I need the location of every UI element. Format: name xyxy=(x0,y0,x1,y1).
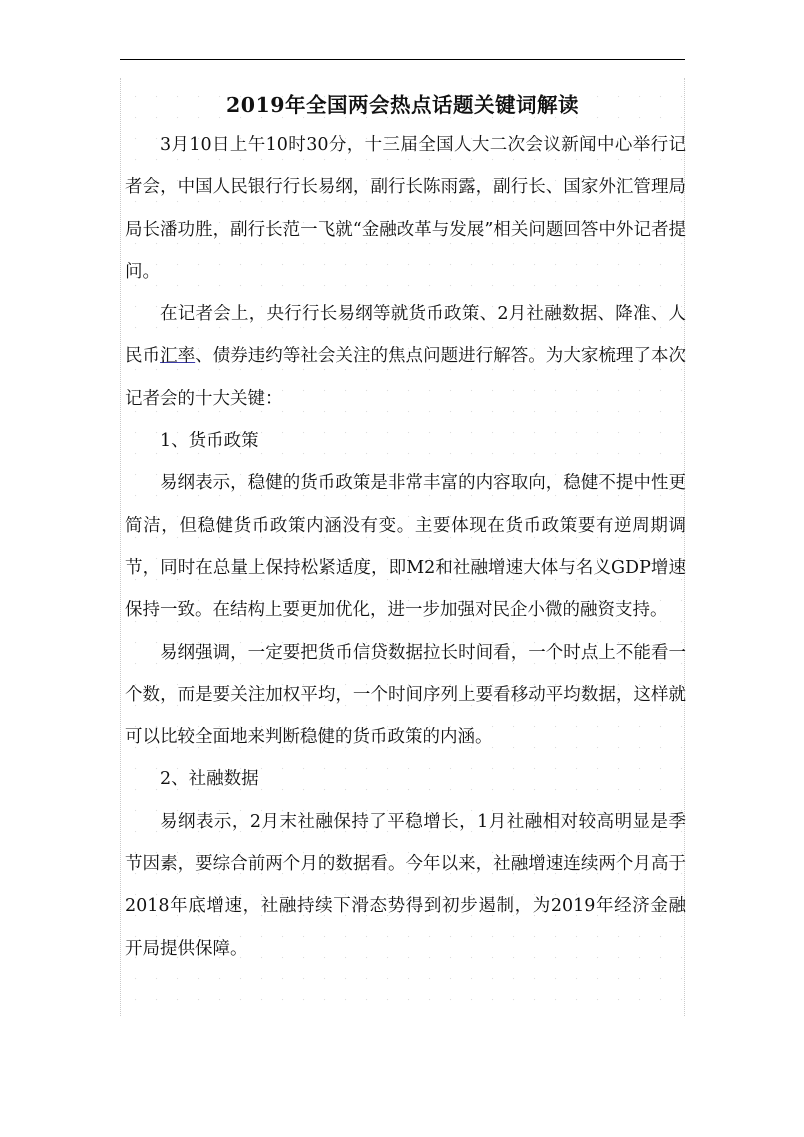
paragraph-monetary-policy-2: 易纲强调，一定要把货币信贷数据拉长时间看，一个时点上不能看一个数，而是要关注加权平均，一个时间序列上要看移动平均数据，这样就可以比较全面地来判断稳健的货币政策的内涵。 xyxy=(125,642,686,748)
document-page xyxy=(120,78,685,1016)
paragraph-monetary-policy-1: 易纲表示，稳健的货币政策是非常丰富的内容取向，稳健不提中性更简洁，但稳健货币政策内涵没有变。主要体现在货币政策要有逆周期调节，同时在总量上保持松紧适度，即M2和社融增速大体与名义GDP增速保持一致。在结构上要更加优化，进一步加强对民企小微的融资支持。 xyxy=(125,473,686,621)
section-heading-monetary-policy: 1、货币政策 xyxy=(160,431,259,452)
paragraph-summary-text-before: 在记者会上，央行行长易纲等就货币政策、2月社融数据、降准、人民币 xyxy=(125,304,686,367)
paragraph-social-financing: 易纲表示，2月末社融保持了平稳增长，1月社融相对较高明显是季节因素，要综合前两个月的数据看。今年以来，社融增速连续两个月高于2018年底增速，社融持续下滑态势得到初步遏制，为2019年经济金融开局提供保障。 xyxy=(125,811,686,959)
paragraph-intro: 3月10日上午10时30分，十三届全国人大二次会议新闻中心举行记者会，中国人民银行行长易纲，副行长陈雨露，副行长、国家外汇管理局局长潘功胜，副行长范一飞就“金融改革与发展”相关问题回答中外记者提问。 xyxy=(125,135,686,282)
document-title: 2019年全国两会热点话题关键词解读 xyxy=(225,93,580,117)
document-body xyxy=(125,124,686,970)
section-heading-social-financing: 2、社融数据 xyxy=(160,769,259,790)
paragraph-summary-text-after: 、债券违约等社会关注的焦点问题进行解答。为大家梳理了本次记者会的十大关键： xyxy=(125,346,687,409)
paragraph-summary xyxy=(125,293,686,420)
header-rule xyxy=(120,59,685,60)
exchange-rate-link[interactable]: 汇率 xyxy=(160,346,196,367)
